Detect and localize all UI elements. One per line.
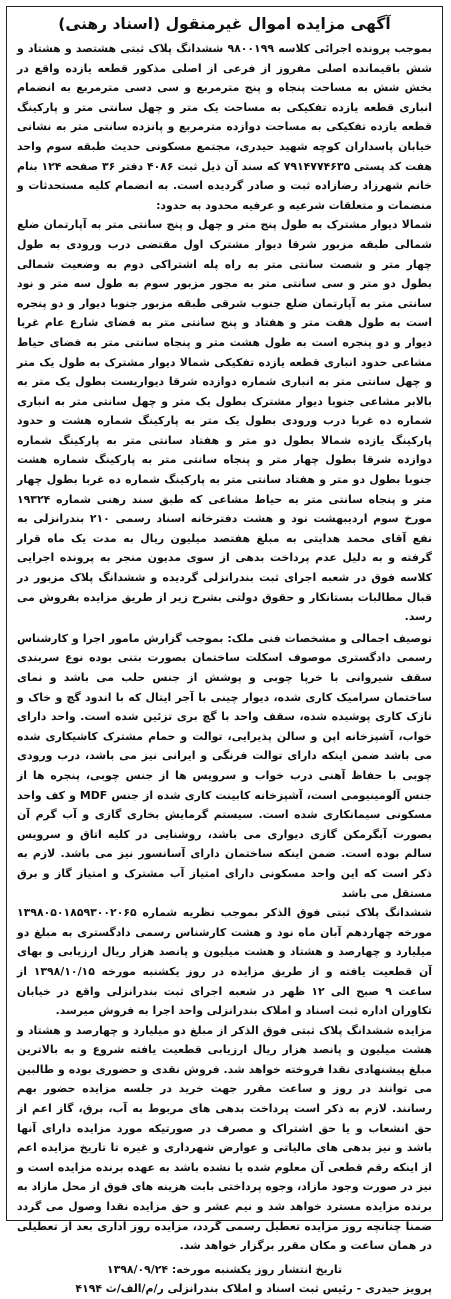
notice-footer	[17, 1260, 432, 1299]
notice-sheet	[6, 6, 443, 1296]
paragraph-appraisal: ششدانگ پلاک ثبتی فوق الذکر بموجب نظریه شماره ۱۳۹۸۰۵۰۱۸۵۹۳۰۰۲۰۶۵ مورخه چهاردهم آبان ماه نود و هشت کارشناس رسمی دادگستری به مبلغ دو میلیارد و چهارصد و هشتاد و هشت میلیون و پانصد هزار ریال ارزیابی و بهای آن قطعیت یافته و از طریق مزایده در روز یکشنبه مورخه ۱۳۹۸/۱۰/۱۵ از ساعت ۹ صبح الی ۱۲ ظهر در شعبه اجرای ثبت بندرانزلی واقع در خیابان تکاوران اداره ثبت اسناد و املاک بندرانزلی واحد اجرا به فروش میرسد.	[17, 906, 432, 1018]
paragraph-boundaries: شمالا دیوار مشترک به طول پنج متر و چهل و پنج سانتی متر به آپارتمان ضلع شمالی طبقه مزبور شرقا دیوار مشترک اول مقتضی درب ورودی به طول چهار متر و شصت سانتی متر به راه پله اشتراکی دوم به وضعیت شمالی بطول دو متر و سی سانتی متر به مجور مزبور سوم به طول سه متر و نود سانتی متر به آپارتمان ضلع جنوب شرقی طبقه مزبور جنوبا دیوار و دو پنجره است به طول هفت متر و هفتاد و پنج سانتی متر به فضای شارع عام غربا دیوار و دو پنجره است به طول هشت متر و پنجاه سانتی متر به فضای حیاط مشاعی حدود انباری قطعه یازده تفکیکی شمالا دیوار مشترک به طول یک متر و چهل سانتی متر به انباری شماره دوازده شرقا دیواریست بطول یک متر به بالابر مشاعی جنوبا دیوار مشترک بطول یک متر و چهل سانتی متر به انباری شماره ده غربا درب ورودی بطول یک متر به پارکینگ شماره هشت و حدود پارکینگ یازده شمالا بطول دو متر و هفتاد سانتی متر به پارکینگ شماره دوازده شرقا بطول چهار متر و پنجاه سانتی متر به پارکینگ شماره هشت جنوبا بطول دو متر و هفتاد سانتی متر به پارکینگ شماره ده غربا بطول چهار متر و پنجاه سانتی متر به حیاط مشاعی که طبق سند رهنی شماره ۱۹۳۲۴ مورخ سوم اردیبهشت نود و هشت دفترخانه اسناد رسمی ۲۱۰ بندرانزلی به نفع آقای محمد هدایتی به مبلغ هفتصد میلیون ریال به مدت یک ماه قرار گرفته و به دلیل عدم پرداخت بدهی از سوی مدیون منجر به پرونده اجرایی کلاسه فوق در شعبه اجرای ثبت بندرانزلی گردیده و ششدانگ پلاک مزبور در قبال مطالبات بستانکار و حقوق دولتی بشرح زیر از طریق مزایده بفروش می رسد.	[17, 218, 433, 624]
paragraph-property-description: بموجب پرونده اجرائی کلاسه ۹۸۰۰۱۹۹ ششدانگ پلاک ثبتی هشتصد و هشتاد و شش باقیمانده اصلی مفروز از فرعی از اصلی مذکور قطعه یازده واقع در بخش شش به مساحت پنجاه و پنج مترمربع و سی دسی مترمربع به انضمام انباری قطعه یازده تفکیکی به مساحت یک متر و چهل سانتی متر و پارکینگ قطعه یازده تفکیکی به مساحت دوازده مترمربع و پانزده سانتی متر به نشانی خیابان پاسداران کوچه شهید حیدری، مجتمع مسکونی حدیث طبقه سوم واحد هفت کد پستی ۷۹۱۴۷۷۴۶۳۵ که سند آن ذیل ثبت ۴۰۸۶ دفتر ۳۶ صفحه ۱۲۴ بنام خانم شهرزاد رضازاده ثبت و صادر گردیده است. به انضمام کلیه مستحدثات و منضمات و متعلقات شرعیه و عرفیه محدود به حدود:	[17, 42, 432, 212]
publication-date: تاریخ انتشار روز یکشنبه مورخه: ۱۳۹۸/۰۹/۲۴	[106, 1262, 343, 1276]
notice-title: آگهی مزایده اموال غیرمنقول (اسناد رهنی)	[58, 15, 391, 33]
paragraph-technical-specs: توصیف اجمالی و مشخصات فنی ملک: بموجب گزارش مامور اجرا و کارشناس رسمی دادگستری موصوف اسکلت ساختمان بصورت بتنی بوده نوع سربندی سقف شیروانی با خرپا چوبی و پوشش از جنس حلب می باشد و نمای ساختمان سرامیک کاری شده، دیوار چینی با آجر ایتال که با اندود گچ و خاک و نازک کاری پوشیده شده، سقف واحد با گچ بری تزئین شده است. واحد دارای خواب، آشپزخانه اپن و سالن پذیرایی، توالت و حمام مشترک کاشیکاری شده می باشد ضمن اینکه دارای توالت فرنگی و ایرانی نیز می باشد، درب ورودی چوبی با حفاظ آهنی درب خواب و سرویس ها از جنس چوبی، پنجره ها از جنس آلومینیومی است، آشپزخانه کابینت کاری شده از جنس MDF و کف واحد مسکونی سیمانکاری شده است. سیستم گرمایش بخاری گازی و آب گرم آن بصورت آبگرمکن گازی دیواری می باشد، روشنایی در کلیه اتاق و سرویس سالم بوده است. ضمن اینکه ساختمان دارای آسانسور نیز می باشد. لازم به ذکر است که این واحد مسکونی دارای امتیاز آب مشترک و امتیاز گاز و برق مستقل می باشد	[17, 631, 432, 900]
paragraph-auction-terms: مزایده ششدانگ پلاک ثبتی فوق الذکر از مبلغ دو میلیارد و چهارصد و هشتاد و هشت میلیون و پانصد هزار ریال ارزیابی قطعیت یافته شروع و به بالاترین مبلغ پیشنهادی نقدا فروخته خواهد شد. فروش نقدی و حضوری بوده و طالبین می توانند در روز و ساعت مقرر جهت خرید در جلسه مزایده حضور بهم رسانند. لازم به ذکر است پرداخت بدهی های مربوط به آب، برق، گاز اعم از حق انشعاب و یا حق اشتراک و مصرف در صورتیکه مورد مزایده دارای آنها باشد و نیز بدهی های مالیاتی و عوارض شهرداری و غیره تا تاریخ مزایده اعم از اینکه رقم قطعی آن معلوم شده یا نشده باشد به عهده برنده مزایده است و نیز در صورت وجود مازاد، وجوه پرداختی بابت هزینه های فوق از محل مازاد به برنده مزایده مسترد خواهد شد و نیم عشر و حق مزایده نقدا وصول می گردد ضمنا چنانچه روز مزایده تعطیل رسمی گردد، مزایده روز اداری بعد از تعطیلی در همان ساعت و مکان مقرر برگزار خواهد شد.	[17, 1023, 432, 1253]
signature-line: پرویز حیدری - رئیس ثبت اسناد و املاک بندرانزلی ر/م/الف/ث ۴۱۹۴	[75, 1282, 432, 1296]
